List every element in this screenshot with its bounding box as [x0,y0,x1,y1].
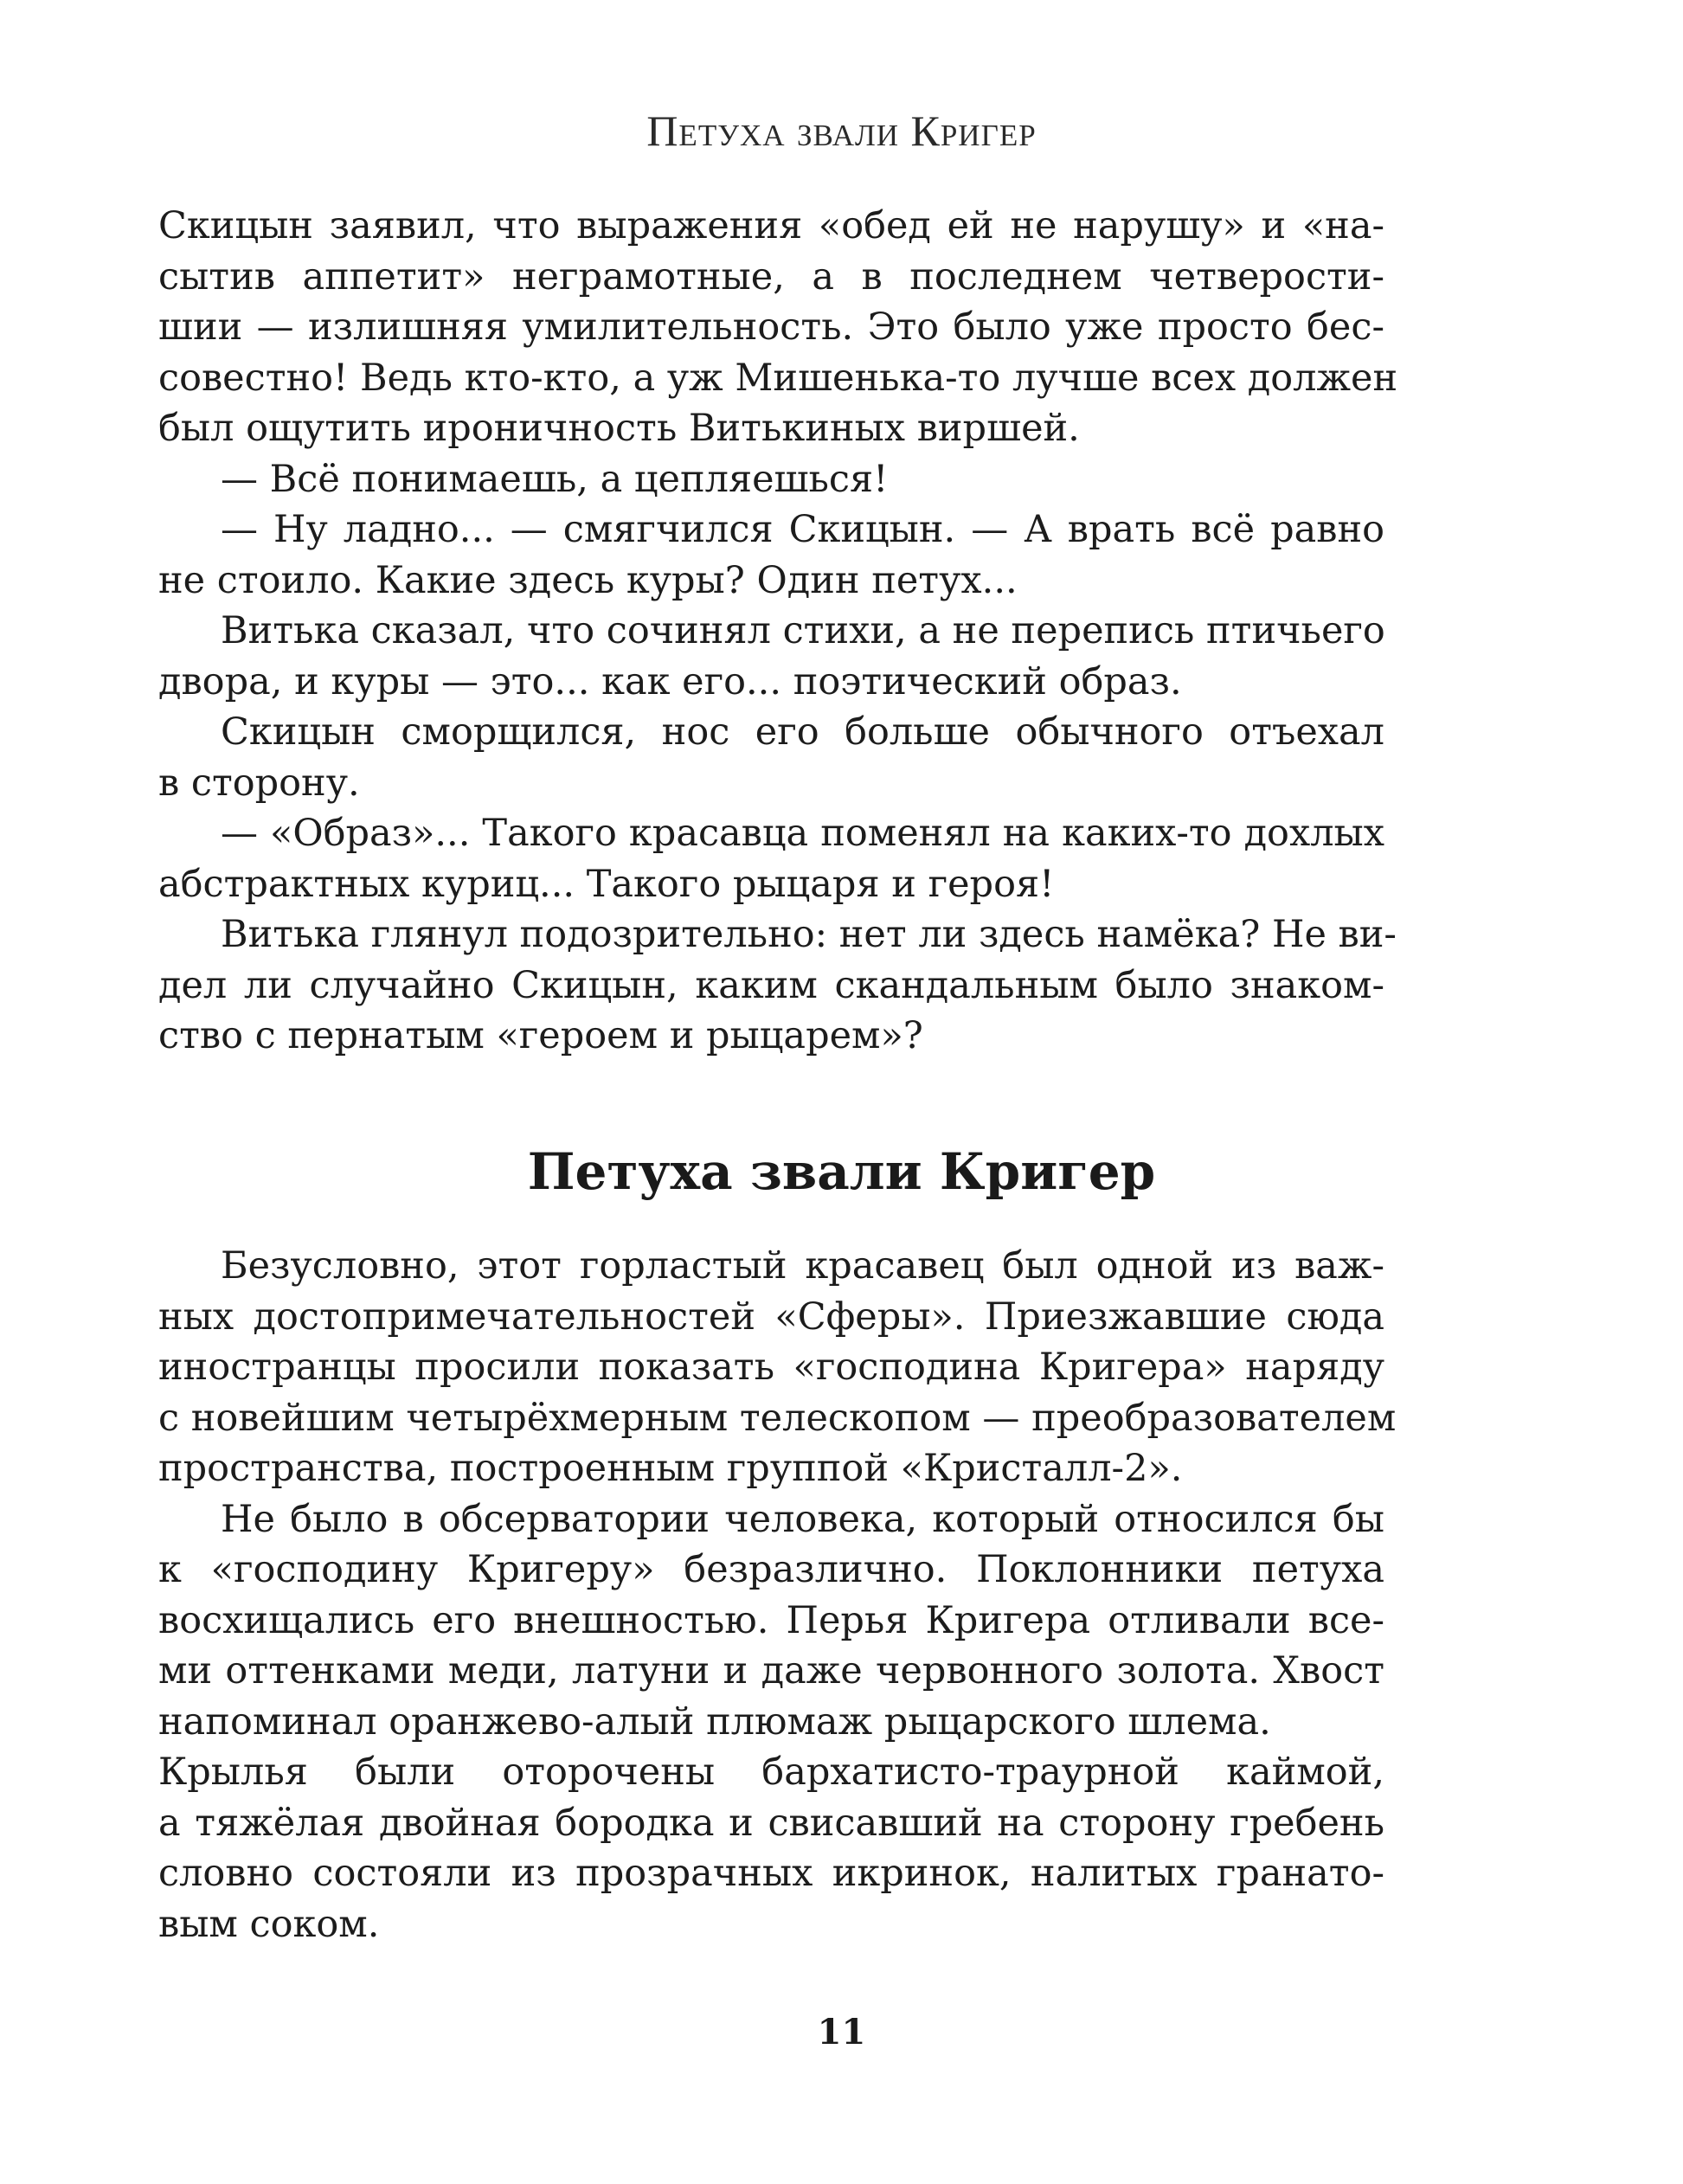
text-line: в сторону. [158,761,360,805]
text-line: Скицын заявил, что выражения «обед ей не нарушу» и «на- [158,204,1384,247]
text-line: напоминал оранжево-алый плюмаж рыцарского шлема. [158,1699,1271,1744]
text-line: совестно! Ведь кто-кто, а уж Мишенька-то лучше всех должен [158,356,1398,400]
text-line: восхищались его внешностью. Перья Кригера отливали все- [158,1598,1384,1642]
text-line: — Ну ладно... — смягчился Скицын. — А врать всё равно [221,508,1384,551]
text-line: — Всё понимаешь, а цепляешься! [221,457,889,501]
text-line: — «Образ»... Такого красавца поменял на каких-то дохлых [221,812,1384,855]
text-line: словно состояли из прозрачных икринок, налитых гранато- [158,1852,1384,1895]
text-line: двора, и куры — это... как его... поэтический образ. [158,659,1182,703]
text-line: Витька сказал, что сочинял стихи, а не перепись птичьего [221,609,1385,652]
text-line: ство с пернатым «героем и рыцарем»? [158,1014,923,1057]
text-line: был ощутить ироничность Витькиных виршей. [158,407,1080,450]
text-line: абстрактных куриц... Такого рыцаря и героя! [158,862,1055,906]
text-line: пространства, построенным группой «Кристалл-2». [158,1447,1183,1490]
text-line: Скицын сморщился, нос его больше обычного отъехал [221,710,1384,754]
text-line: вым соком. [158,1902,380,1946]
text-line: Не было в обсерватории человека, который относился бы [221,1497,1384,1541]
text-line: шии — излишняя умилительность. Это было уже просто бес- [158,305,1384,349]
page-number: 11 [817,2012,866,2052]
text-line: к «господину Кригеру» безразлично. Поклонники петуха [158,1548,1384,1591]
running-head: Петуха звали Кригер [646,106,1037,155]
text-line: не стоило. Какие здесь куры? Один петух... [158,558,1018,602]
chapter-title: Петуха звали Кригер [527,1142,1156,1201]
text-line: ми оттенками меди, латуни и даже червонного золота. Хвост [158,1649,1384,1693]
text-block-top [158,201,1398,1062]
text-line: сытив аппетит» неграмотные, а в последнем четверости- [158,254,1384,299]
text-line: Витька глянул подозрительно: нет ли здесь намёка? Не ви- [221,913,1397,956]
text-line: Крылья были оторочены бархатисто-траурной каймой, [158,1750,1384,1794]
text-line: а тяжёлая двойная бородка и свисавший на сторону гребень [158,1801,1384,1845]
text-line: ных достопримечательностей «Сферы». Приезжавшие сюда [158,1294,1384,1339]
text-block-bottom [158,1241,1397,1950]
text-line: с новейшим четырёхмерным телескопом — преобразователем [158,1396,1397,1440]
text-line: иностранцы просили показать «господина Кригера» наряду [158,1346,1384,1389]
text-line: Безусловно, этот горластый красавец был одной из важ- [221,1244,1384,1288]
text-line: дел ли случайно Скицын, каким скандальным было знаком- [158,963,1384,1007]
